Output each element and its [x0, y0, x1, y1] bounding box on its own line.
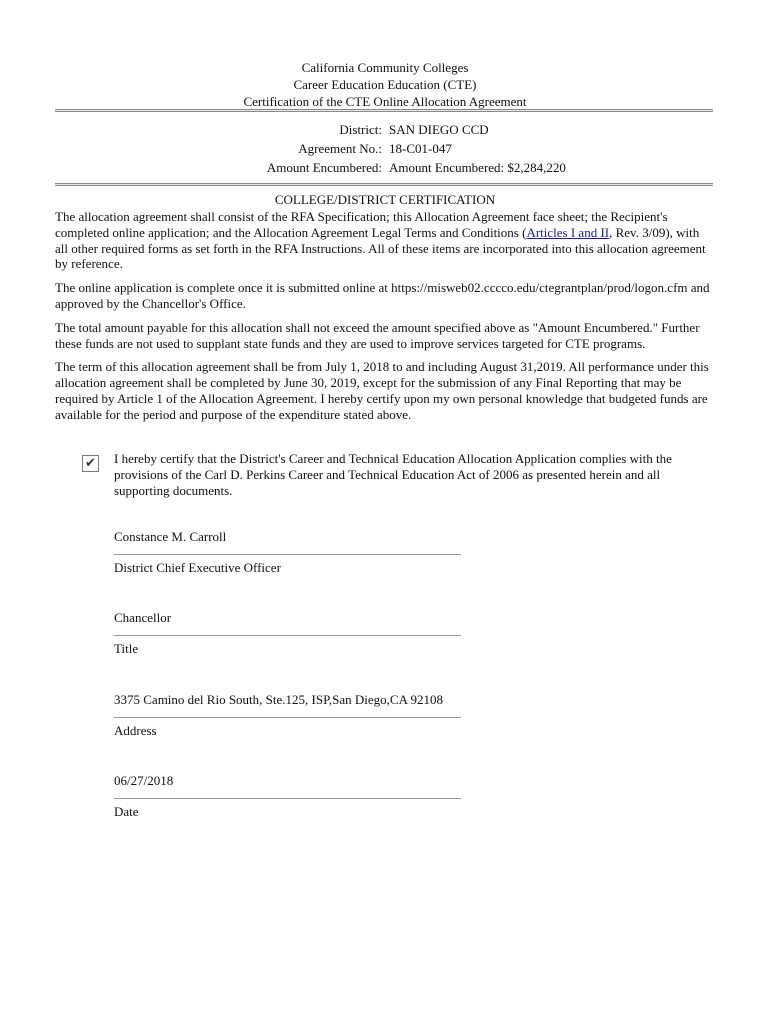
- info-divider: [55, 183, 713, 186]
- agreement-row: [0, 139, 770, 158]
- date-caption: Date: [114, 804, 139, 819]
- signer-address: 3375 Camino del Rio South, Ste.125, ISP,San Diego,CA 92108: [114, 692, 443, 707]
- address-line: [114, 717, 461, 718]
- signer-title: Chancellor: [114, 610, 172, 625]
- paragraph-online-application: The online application is complete once it is submitted online at https://misweb02.cccco.edu/ctegrantplan/prod/logon.cfm and approved by the Chancellor's Office.: [55, 280, 710, 311]
- header-line-2: Career Education Education (CTE): [293, 77, 477, 92]
- paragraph-1-end: , Rev. 3/09), with all other required forms as set forth in the RFA Instructions. All of these items are incorporated into this allocation agreement by reference.: [55, 224, 706, 272]
- certify-statement: I hereby certify that the District's Career and Technical Education Allocation Application complies with the provisions of the Carl D. Perkins Career and Technical Education Act of 2006 as presented herein and all supporting documents.: [114, 451, 672, 498]
- certification-body: [55, 209, 715, 431]
- header-divider: [55, 109, 713, 112]
- paragraph-amount-payable: The total amount payable for this allocation shall not exceed the amount specified above as "Amount Encumbered." Further these funds are not used to supplant state funds and they are used to improve services targeted for CTE programs.: [55, 319, 700, 351]
- header-line-1: California Community Colleges: [301, 60, 469, 75]
- date-line: [114, 798, 461, 799]
- district-row: [0, 120, 770, 139]
- agreement-info: [0, 120, 770, 177]
- amount-label: Amount Encumbered:: [266, 160, 382, 175]
- agreement-label: Agreement No.:: [298, 141, 382, 156]
- document-header: [0, 59, 770, 110]
- title-line: [114, 635, 461, 636]
- title-caption: Title: [114, 641, 139, 656]
- district-value: SAN DIEGO CCD: [389, 122, 489, 137]
- certify-checkbox[interactable]: ✔: [82, 455, 99, 472]
- address-caption: Address: [114, 723, 157, 738]
- paragraph-term: The term of this allocation agreement shall be from July 1, 2018 to and including August 31,2019. All performance under this allocation agreement shall be completed by June 30, 2019, except for the submission of any Final Reporting that may be required by Article 1 of the Allocation Agreement. I hereby certify upon my own personal knowledge that budgeted funds are available for the period and purpose of the expenditure stated above.: [55, 359, 709, 422]
- signature-date: 06/27/2018: [114, 773, 174, 788]
- amount-value: Amount Encumbered: $2,284,220: [389, 160, 566, 175]
- district-label: District:: [339, 122, 382, 137]
- agreement-value: 18-C01-047: [389, 141, 452, 156]
- certification-heading: COLLEGE/DISTRICT CERTIFICATION: [274, 192, 496, 207]
- amount-row: [0, 158, 770, 177]
- articles-link[interactable]: Articles I and II: [526, 224, 610, 240]
- signer-name: Constance M. Carroll: [114, 529, 227, 544]
- paragraph-1-start: The allocation agreement shall consist of the RFA Specification; this Allocation Agreement face sheet; the Recipient's completed online application; and the Allocation Agreement Legal Terms and Conditions (: [55, 209, 668, 240]
- signature-line: [114, 554, 461, 555]
- header-line-3: Certification of the CTE Online Allocation Agreement: [243, 94, 527, 109]
- signer-name-caption: District Chief Executive Officer: [114, 560, 281, 575]
- paragraph-agreement-scope: [55, 209, 715, 272]
